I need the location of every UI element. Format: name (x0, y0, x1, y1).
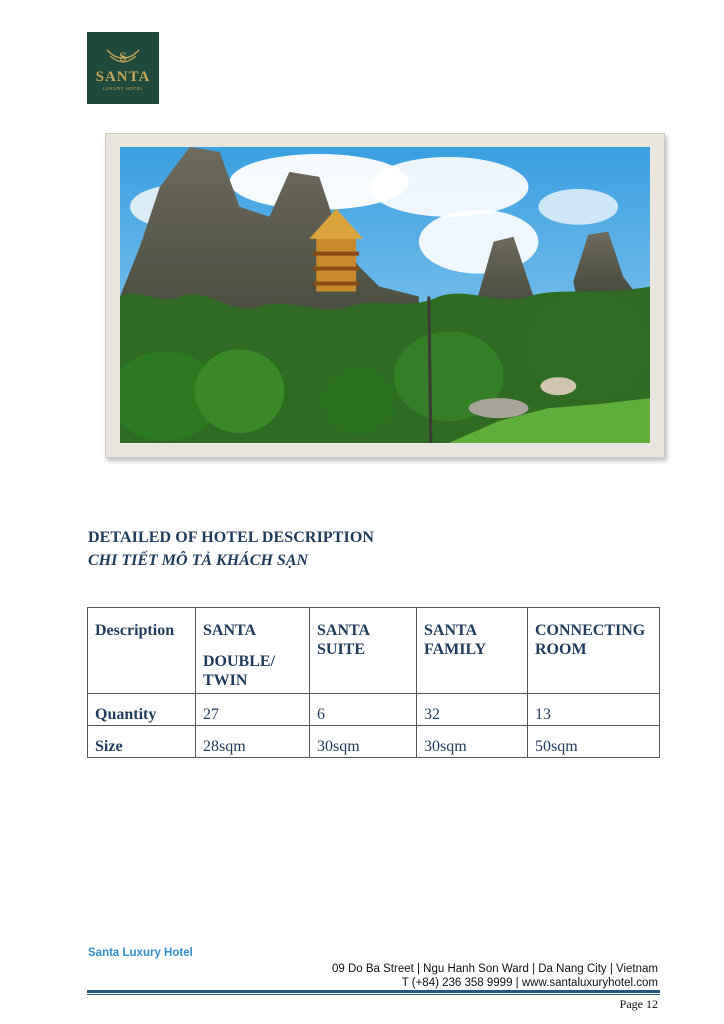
header-col-3: SANTA FAMILY (424, 622, 487, 658)
header-col-2: SANTA SUITE (317, 622, 370, 658)
hotel-logo (87, 32, 159, 104)
row-label: Size (88, 726, 196, 758)
svg-text:S: S (119, 48, 127, 64)
footer-rule-thin (87, 994, 660, 995)
footer-address: 09 Do Ba Street | Ngu Hanh Son Ward | Da Nang City | Vietnam (331, 963, 658, 975)
row-label: Quantity (88, 694, 196, 726)
footer-phone-web: T (+84) 236 358 9999 | www.santaluxuryhotel.com (401, 977, 658, 989)
footer-brand: Santa Luxury Hotel (88, 947, 193, 959)
room-description-table (87, 607, 660, 758)
table-cell: 27 (196, 694, 310, 726)
table-row-quantity (88, 694, 660, 726)
header-label: Description (95, 622, 175, 639)
table-cell: 50sqm (528, 726, 660, 758)
table-cell: 28sqm (196, 726, 310, 758)
header-cell-suite (310, 608, 417, 694)
table-cell: 30sqm (417, 726, 528, 758)
table-header-row (88, 608, 660, 694)
section-heading-english: DETAILED OF HOTEL DESCRIPTION (88, 529, 375, 546)
table-cell: 32 (417, 694, 528, 726)
header-cell-description (88, 608, 196, 694)
footer-contact-block (332, 962, 658, 990)
header-col-1-line1: SANTA (203, 622, 257, 639)
page-number: Page 12 (619, 997, 658, 1011)
table-row-size (88, 726, 660, 758)
logo-emblem-icon (103, 46, 143, 68)
table-cell: 6 (310, 694, 417, 726)
header-cell-connecting (528, 608, 660, 694)
photo-frame (105, 133, 665, 458)
table-cell: 13 (528, 694, 660, 726)
section-heading-vietnamese: CHI TIẾT MÔ TẢ KHÁCH SẠN (88, 552, 309, 569)
logo-name: SANTA (95, 68, 151, 85)
footer-rule (87, 990, 660, 993)
header-col-1-line2: DOUBLE/ TWIN (203, 653, 276, 689)
header-cell-double-twin (196, 608, 310, 694)
header-cell-family (417, 608, 528, 694)
table-cell: 30sqm (310, 726, 417, 758)
logo-subtitle: LUXURY HOTEL (102, 85, 144, 91)
header-col-4: CONNECTING ROOM (535, 622, 646, 658)
landscape-photo (120, 147, 650, 443)
